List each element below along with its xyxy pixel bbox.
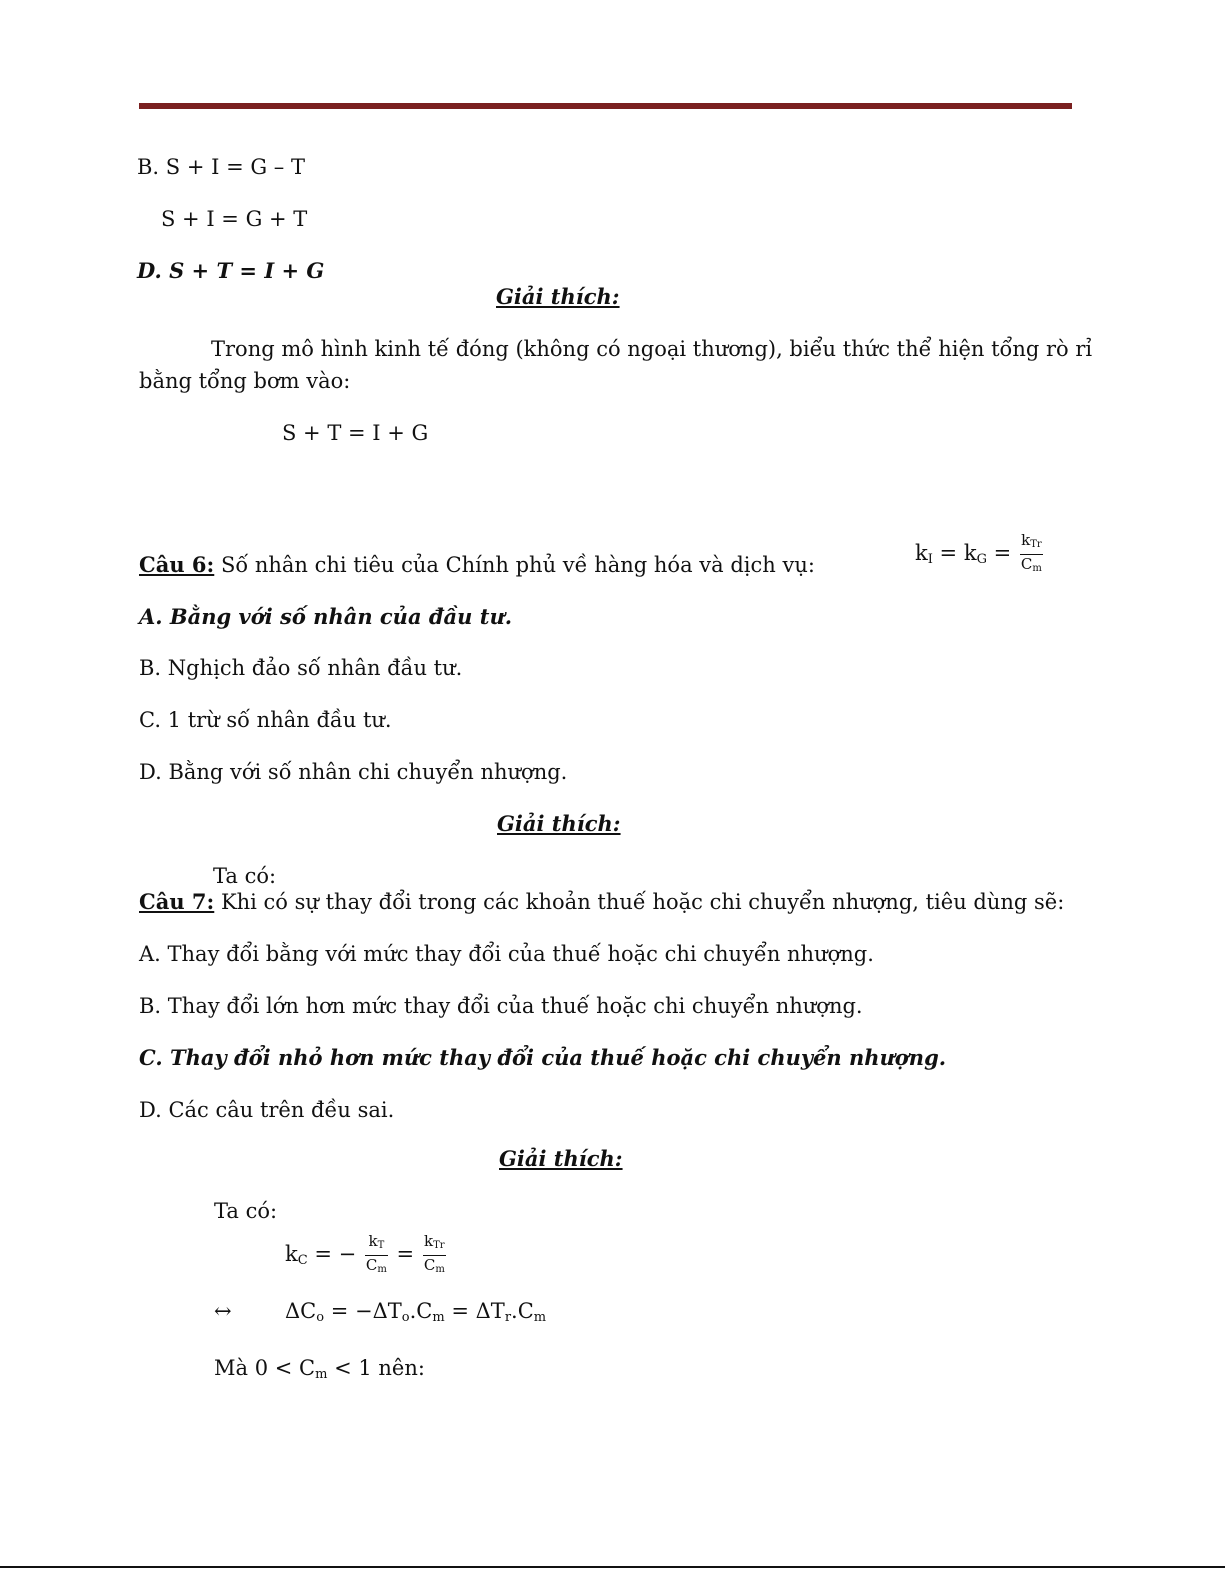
- q7-option-a: A. Thay đổi bằng với mức thay đổi của thuế hoặc chi chuyển nhượng.: [139, 942, 874, 966]
- q6-explain-heading: Giải thích:: [497, 811, 621, 836]
- q7-option-c-correct: C. Thay đổi nhỏ hơn mức thay đổi của thuế hoặc chi chuyển nhượng.: [139, 1045, 947, 1070]
- q5-explain-line1: Trong mô hình kinh tế đóng (không có ngoại thương), biểu thức thể hiện tổng rò rỉ: [211, 337, 1093, 361]
- q7-formula2: $\Delta C_o = -\Delta T_o.C_m = \Delta T_r.C_m$: [285, 1299, 547, 1325]
- page-bottom-edge: [0, 1566, 1225, 1568]
- header-rule: [139, 103, 1072, 109]
- q6-question: Câu 6: Số nhân chi tiêu của Chính phủ về hàng hóa và dịch vụ:: [139, 552, 815, 577]
- q7-option-d: D. Các câu trên đều sai.: [139, 1098, 395, 1122]
- q5-option-c: S + I = G + T: [161, 207, 308, 231]
- q7-question: Câu 7: Khi có sự thay đổi trong các khoản thuế hoặc chi chuyển nhượng, tiêu dùng sẽ:: [139, 889, 1065, 914]
- q6-fraction: $\frac{k_{Tr}}{C_m}$: [1020, 531, 1042, 574]
- q7-fraction-1: $\frac{k_T}{C_m}$: [365, 1232, 387, 1275]
- q6-option-d: D. Bằng với số nhân chi chuyển nhượng.: [139, 760, 568, 784]
- q7-ta-co: Ta có:: [214, 1199, 278, 1223]
- q6-formula: $k_I = k_G$ = $\frac{k_{Tr}}{C_m}$: [915, 531, 1045, 578]
- q7-option-b: B. Thay đổi lớn hơn mức thay đổi của thuế hoặc chi chuyển nhượng.: [139, 994, 863, 1018]
- q7-label: Câu 7:: [139, 889, 215, 914]
- q6-option-a-correct: A. Bằng với số nhân của đầu tư.: [139, 604, 513, 629]
- q7-conclusion: Mà $0 < C_m < 1$ nên:: [214, 1356, 425, 1382]
- equivalence-arrow: ↔: [214, 1299, 232, 1323]
- q5-formula: S + T = I + G: [282, 421, 429, 445]
- q5-option-d-correct: D. S + T = I + G: [137, 258, 325, 283]
- q5-explain-heading: Giải thích:: [496, 284, 620, 309]
- q5-option-b: B. S + I = G – T: [137, 155, 305, 179]
- q6-option-c: C. 1 trừ số nhân đầu tư.: [139, 708, 392, 732]
- q7-fraction-2: $\frac{k_{Tr}}{C_m}$: [423, 1232, 445, 1275]
- q6-label: Câu 6:: [139, 552, 215, 577]
- q7-formula1: $k_C$ = − $\frac{k_T}{C_m}$ = $\frac{k_{Tr}}{C_m}$: [285, 1232, 448, 1279]
- q6-option-b: B. Nghịch đảo số nhân đầu tư.: [139, 656, 463, 680]
- q5-explain-line2: bằng tổng bơm vào:: [139, 369, 351, 393]
- q7-explain-heading: Giải thích:: [499, 1146, 623, 1171]
- q6-ta-co: Ta có:: [213, 864, 277, 888]
